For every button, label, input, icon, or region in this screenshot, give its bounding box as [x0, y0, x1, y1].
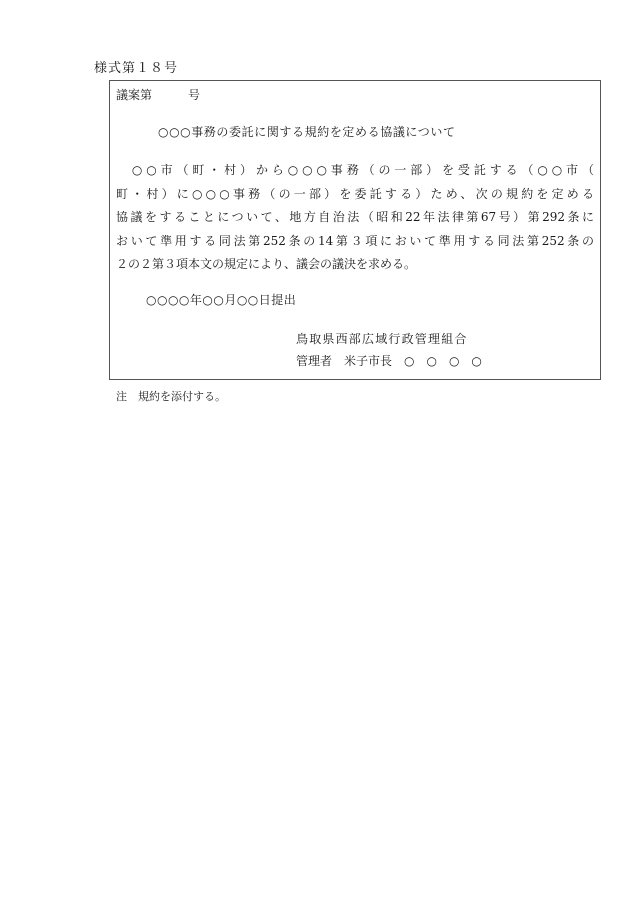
form-number: 様式第１８号	[94, 61, 179, 76]
manager-signature: 管理者 米子市長 ○ ○ ○ ○	[296, 354, 482, 368]
bill-number-label: 議案第 号	[116, 88, 201, 102]
body-paragraph	[116, 159, 594, 277]
bill-frame	[109, 80, 601, 380]
footnote: 注 規約を添付する。	[116, 390, 226, 403]
body-line: ○○市（町・村）から○○○事務（の一部）を受託する（○○市（	[116, 163, 594, 177]
body-line: おいて準用する同法第252条の14第３項において準用する同法第252条の	[116, 233, 594, 248]
body-line: 町・村）に○○○事務（の一部）を委託する）ため、次の規約を定める	[116, 186, 594, 201]
organization-name: 鳥取県西部広域行政管理組合	[296, 332, 468, 346]
submission-date: ○○○○年○○月○○日提出	[146, 293, 297, 307]
document-title: ○○○事務の委託に関する規約を定める協議について	[158, 125, 456, 139]
body-line: ２の２第３項本文の規定により、議会の議決を求める。	[116, 257, 417, 271]
body-line: 協議をすることについて、地方自治法（昭和22年法律第67号）第292条に	[116, 210, 594, 224]
